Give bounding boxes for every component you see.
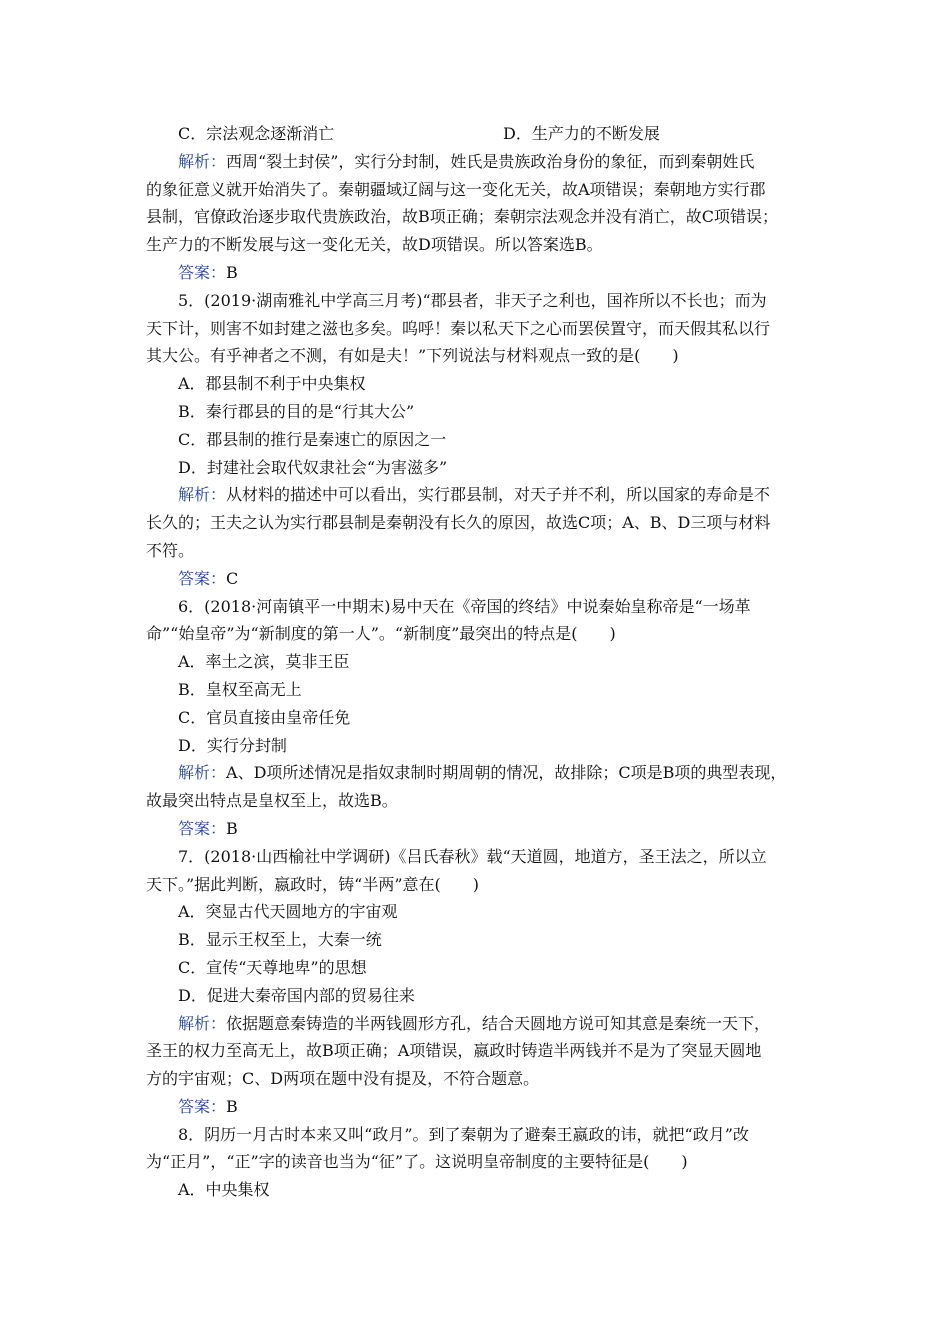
explanation-text: 县制，官僚政治逐步取代贵族政治，故B项正确；秦朝宗法观念并没有消亡，故C项错误； xyxy=(146,207,779,227)
question-line: 5．(2019·湖南雅礼中学高三月考)“郡县者，非天子之利也，国祚所以不长也；而为 xyxy=(178,290,767,310)
option-text: C．官员直接由皇帝任免 xyxy=(178,707,351,727)
explanation-line xyxy=(146,1065,810,1093)
option-text: B．皇权至高无上 xyxy=(178,679,302,699)
question-line: 为“正月”，“正”字的读音也当为“征”了。这说明皇帝制度的主要特征是( ) xyxy=(146,1152,688,1172)
explanation-text: 依据题意秦铸造的半两钱圆形方孔，结合天圆地方说可知其意是秦统一天下， xyxy=(226,1013,771,1033)
answer-line xyxy=(146,1093,810,1121)
explanation-text: 不符。 xyxy=(146,540,195,560)
explanation-label: 解析： xyxy=(178,1013,227,1033)
answer-line xyxy=(146,565,810,593)
explanation-text: 西周“裂土封侯”，实行分封制，姓氏是贵族政治身份的象征，而到秦朝姓氏 xyxy=(226,151,755,171)
explanation-line xyxy=(146,1037,810,1065)
answer-label: 答案： xyxy=(178,262,227,282)
answer-value: C xyxy=(226,568,239,588)
option-text: D．实行分封制 xyxy=(178,735,287,755)
explanation-line xyxy=(146,148,810,176)
option-text: D．封建社会取代奴隶社会“为害滋多” xyxy=(178,457,448,477)
option-text: A．郡县制不利于中央集权 xyxy=(178,374,366,394)
question-line: 天下。”据此判断，嬴政时，铸“半两”意在( ) xyxy=(146,874,480,894)
explanation-line xyxy=(146,481,810,509)
explanation-text: 的象征意义就开始消失了。秦朝疆域辽阔与这一变化无关，故A项错误；秦朝地方实行郡 xyxy=(146,179,766,199)
explanation-text: 圣王的权力至高无上，故B项正确；A项错误，嬴政时铸造半两钱并不是为了突显天圆地 xyxy=(146,1041,762,1061)
option-text: D．促进大秦帝国内部的贸易往来 xyxy=(178,985,415,1005)
answer-value: B xyxy=(226,262,238,282)
option-row xyxy=(146,120,810,148)
option-text: B．显示王权至上，大秦一统 xyxy=(178,930,382,950)
option-text: B．秦行郡县的目的是“行其大公” xyxy=(178,401,415,421)
explanation-text: A、D项所述情况是指奴隶制时期周朝的情况，故排除；C项是B项的典型表现， xyxy=(226,763,787,783)
explanation-text: 故最突出特点是皇权至上，故选B。 xyxy=(146,791,398,811)
question-line: 8．阴历一月古时本来又叫“政月”。到了秦朝为了避秦王嬴政的讳，就把“政月”改 xyxy=(178,1124,749,1144)
question-line: 命”“始皇帝”为“新制度的第一人”。“新制度”最突出的特点是( ) xyxy=(146,624,616,644)
explanation-text: 长久的；王夫之认为实行郡县制是秦朝没有长久的原因，故选C项；A、B、D三项与材料 xyxy=(146,513,771,533)
answer-label: 答案： xyxy=(178,818,227,838)
explanation-line xyxy=(146,1010,810,1038)
document-body xyxy=(146,120,810,1204)
explanation-line xyxy=(146,203,810,231)
explanation-text: 从材料的描述中可以看出，实行郡县制，对天子并不利，所以国家的寿命是不 xyxy=(226,485,771,505)
answer-line xyxy=(146,259,810,287)
question-line: 其大公。有乎神者之不测，有如是夫！”下列说法与材料观点一致的是( ) xyxy=(146,346,679,366)
explanation-line xyxy=(146,537,810,565)
explanation-line xyxy=(146,787,810,815)
explanation-text: 方的宇宙观；C、D两项在题中没有提及，不符合题意。 xyxy=(146,1069,540,1089)
option-text: D．生产力的不断发展 xyxy=(503,124,660,143)
answer-label: 答案： xyxy=(178,1096,227,1116)
explanation-label: 解析： xyxy=(178,485,227,505)
option-text: C．宣传“天尊地卑”的思想 xyxy=(178,957,367,977)
explanation-label: 解析： xyxy=(178,151,227,171)
explanation-line xyxy=(146,759,810,787)
question-line: 6．(2018·河南镇平一中期末)易中天在《帝国的终结》中说秦始皇称帝是“一场革 xyxy=(178,596,751,616)
option-text: C．郡县制的推行是秦速亡的原因之一 xyxy=(178,429,447,449)
explanation-line xyxy=(146,231,810,259)
option-text: A．突显古代天圆地方的宇宙观 xyxy=(178,902,398,922)
explanation-line xyxy=(146,509,810,537)
option-text: A．率土之滨，莫非王臣 xyxy=(178,652,350,672)
explanation-line xyxy=(146,176,810,204)
question-line: 7．(2018·山西榆社中学调研)《吕氏春秋》载“天道圆，地道方，圣王法之，所以立 xyxy=(178,846,767,866)
explanation-label: 解析： xyxy=(178,763,227,783)
answer-label: 答案： xyxy=(178,568,227,588)
option-text: A．中央集权 xyxy=(178,1180,270,1200)
answer-value: B xyxy=(226,818,238,838)
question-line: 天下计，则害不如封建之滋也多矣。呜呼！秦以私天下之心而罢侯置守，而天假其私以行 xyxy=(146,318,771,338)
option-text: C．宗法观念逐渐消亡 xyxy=(178,124,335,143)
answer-line xyxy=(146,815,810,843)
explanation-text: 生产力的不断发展与这一变化无关，故D项错误。所以答案选B。 xyxy=(146,235,603,255)
answer-value: B xyxy=(226,1096,238,1116)
